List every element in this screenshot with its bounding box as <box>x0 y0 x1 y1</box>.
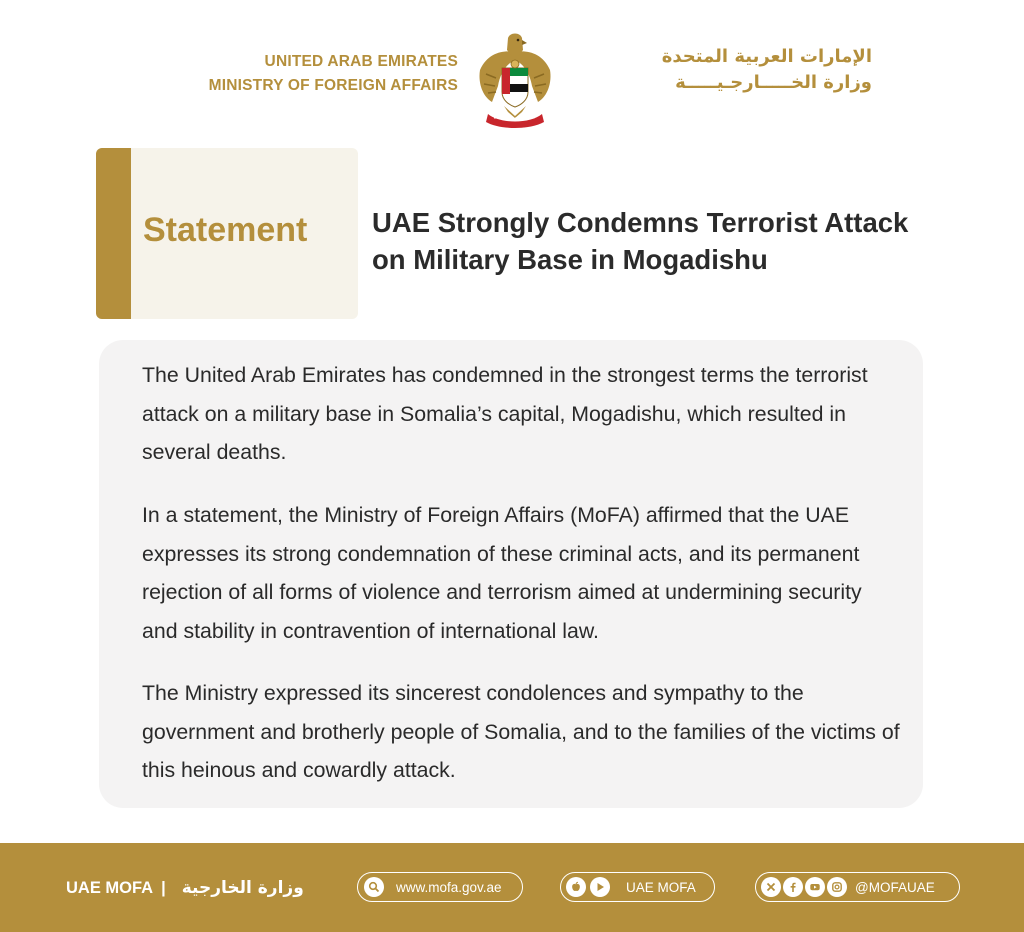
instagram-icon <box>827 877 847 897</box>
org-name-en-line1: UNITED ARAB EMIRATES <box>264 53 458 70</box>
org-name-english <box>138 50 458 98</box>
website-link[interactable] <box>357 872 523 902</box>
footer-brand-en: UAE MOFA <box>66 879 154 897</box>
statement-card <box>96 148 358 319</box>
footer-separator: | <box>161 879 166 897</box>
search-icon <box>364 877 384 897</box>
footer <box>0 843 1024 932</box>
statement-accent-bar <box>96 148 131 319</box>
youtube-icon <box>805 877 825 897</box>
body-paragraph-1: The United Arab Emirates has condemned in the strongest terms the terrorist attack on a military base in Somalia’s capital, Mogadishu, which resulted in several deaths. <box>142 363 868 464</box>
statement-label: Statement <box>143 211 308 249</box>
facebook-icon <box>783 877 803 897</box>
app-label: UAE MOFA <box>626 879 696 895</box>
play-store-icon <box>590 877 610 897</box>
header <box>0 0 1024 135</box>
uae-eagle-emblem-icon <box>474 30 556 130</box>
apple-icon <box>566 877 586 897</box>
social-links[interactable] <box>755 872 960 902</box>
x-icon <box>761 877 781 897</box>
social-handle: @MOFAUAE <box>855 879 935 895</box>
body-paragraph-3: The Ministry expressed its sincerest condolences and sympathy to the government and brotherly people of Somalia, and to the families of the victims of this heinous and cowardly attack. <box>142 681 900 782</box>
body-card <box>99 340 923 808</box>
headline: UAE Strongly Condemns Terrorist Attack on Military Base in Mogadishu <box>372 207 909 275</box>
org-name-arabic <box>572 44 872 96</box>
org-name-ar-line2: وزارة الخـــــارجـيـــــة <box>675 72 872 93</box>
website-url: www.mofa.gov.ae <box>396 879 502 895</box>
footer-brand-ar: وزارة الخارجية <box>181 878 304 898</box>
body-paragraph-2: In a statement, the Ministry of Foreign Affairs (MoFA) affirmed that the UAE expresses its strong condemnation of these criminal acts, and its permanent rejection of all forms of violence and terrorism aimed at undermining security and stability in contravention of international law. <box>142 503 862 643</box>
org-name-en-line2: MINISTRY OF FOREIGN AFFAIRS <box>208 77 458 94</box>
org-name-ar-line1: الإمارات العربية المتحدة <box>661 46 872 67</box>
app-store-links[interactable] <box>560 872 715 902</box>
footer-brand <box>66 873 304 903</box>
